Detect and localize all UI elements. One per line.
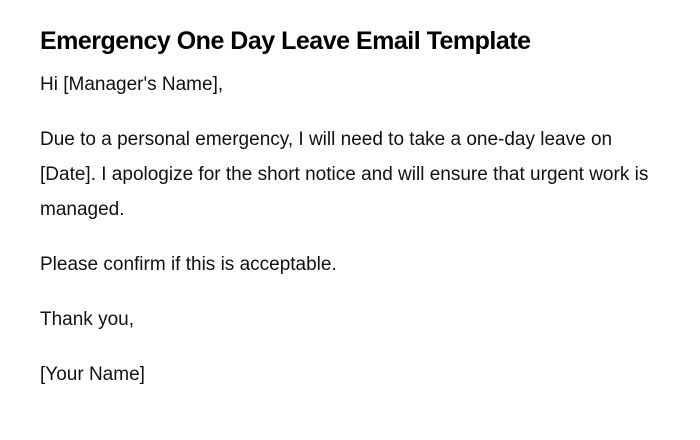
document-title: Emergency One Day Leave Email Template xyxy=(40,27,531,55)
request-line: Please confirm if this is acceptable. xyxy=(40,254,337,275)
email-template-document xyxy=(40,24,660,412)
signature-line: [Your Name] xyxy=(40,364,145,385)
body-paragraph: Due to a personal emergency, I will need to take a one-day leave on [Date]. I apologize for the short notice and will ensure that urgent work is managed. xyxy=(40,129,649,220)
closing-line: Thank you, xyxy=(40,309,134,330)
greeting-line: Hi [Manager's Name], xyxy=(40,74,224,95)
